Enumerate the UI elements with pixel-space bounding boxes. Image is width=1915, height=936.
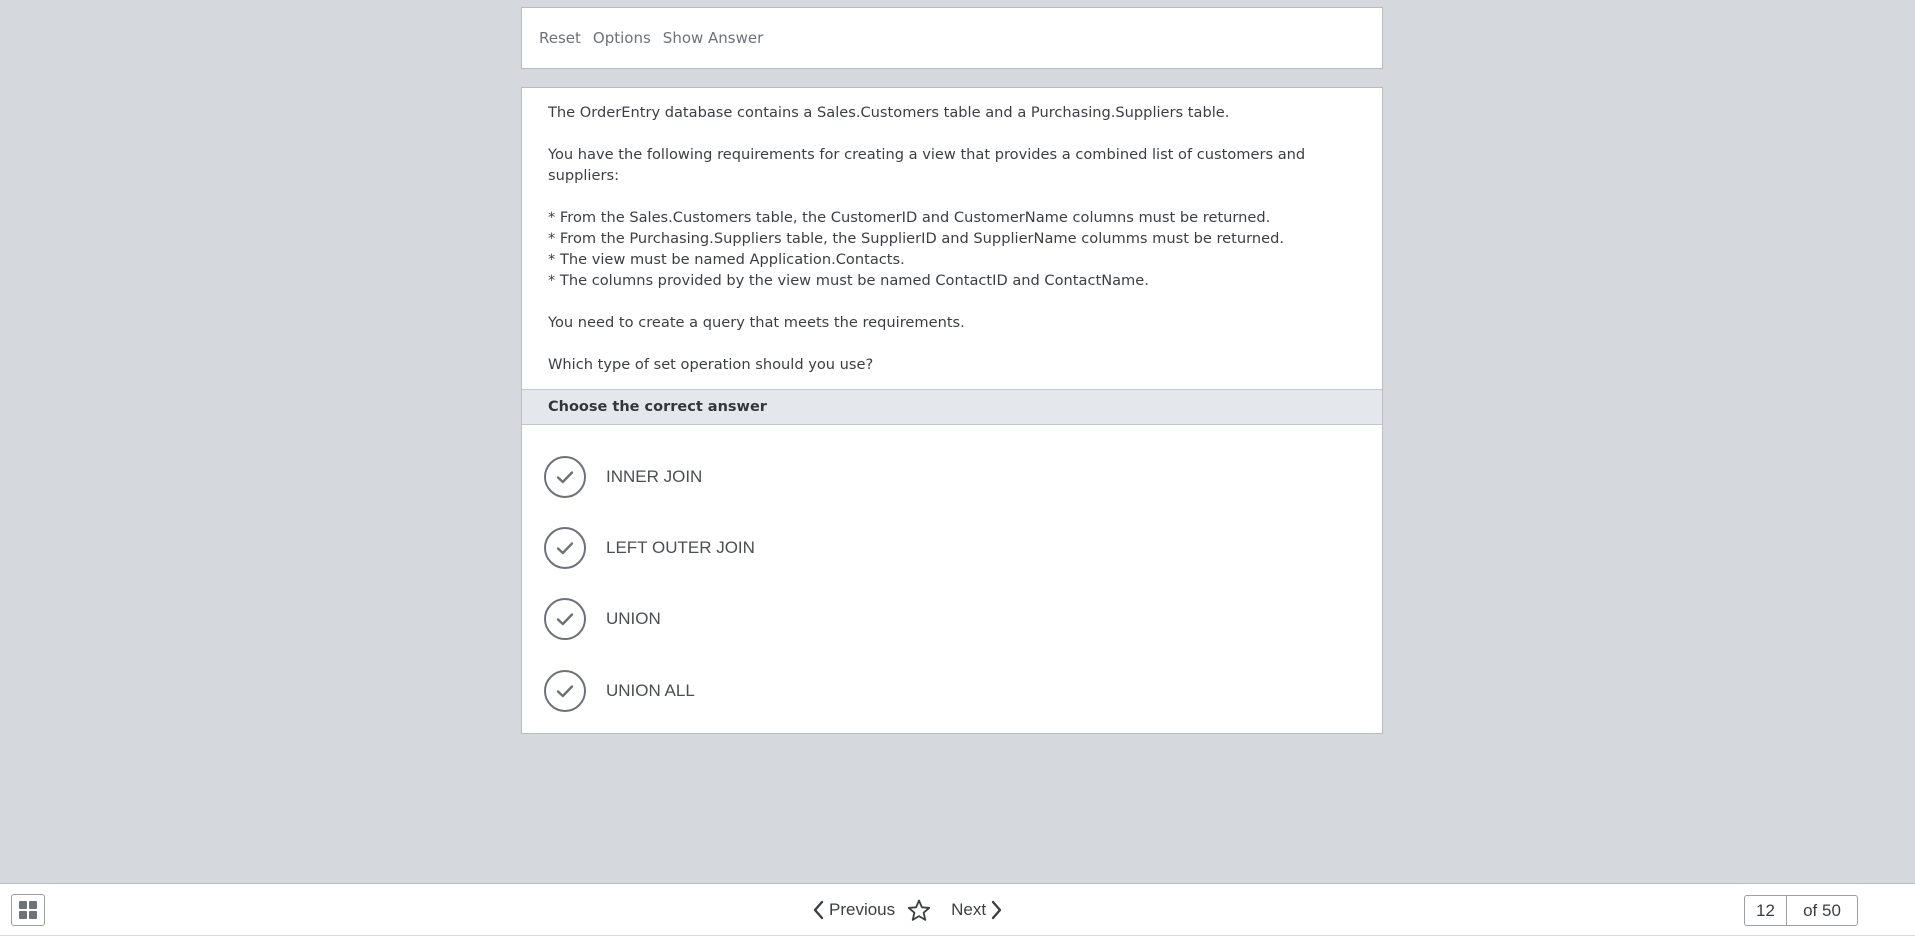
options-button[interactable]: Options [592, 29, 651, 47]
total-questions: of 50 [1803, 900, 1841, 920]
requirement-item: * The columns provided by the view must be named ContactID and ContactName. [548, 272, 1149, 289]
check-icon[interactable] [544, 456, 586, 498]
answer-option-inner-join[interactable] [544, 454, 702, 500]
answer-option-label: UNION ALL [606, 681, 695, 700]
bookmark-button[interactable] [907, 899, 931, 922]
question-text [522, 88, 1382, 375]
requirement-item: * The view must be named Application.Contacts. [548, 251, 905, 268]
chevron-right-icon [989, 900, 1003, 920]
question-toolbar [521, 7, 1383, 69]
question-paragraph: You have the following requirements for creating a view that provides a combined list of customers and suppliers: [548, 146, 1306, 184]
show-answer-button[interactable]: Show Answer [662, 29, 764, 47]
grid-icon [18, 900, 38, 920]
answer-option-left-outer-join[interactable] [544, 525, 755, 571]
question-paragraph: You need to create a query that meets the requirements. [548, 314, 965, 331]
check-icon[interactable] [544, 598, 586, 640]
question-paragraph: The OrderEntry database contains a Sales.Customers table and a Purchasing.Suppliers table. [548, 104, 1230, 121]
previous-label: Previous [829, 900, 896, 919]
next-button[interactable] [951, 900, 1003, 920]
requirements-list [548, 207, 1356, 291]
question-prompt: Which type of set operation should you use? [548, 356, 874, 373]
next-label: Next [951, 900, 987, 919]
question-card [521, 87, 1383, 734]
requirement-item: * From the Purchasing.Suppliers table, the SupplierID and SupplierName columms must be returned. [548, 230, 1284, 247]
previous-button[interactable] [812, 900, 895, 920]
grid-button[interactable] [11, 894, 45, 926]
answer-option-union[interactable] [544, 596, 661, 642]
answer-header: Choose the correct answer [522, 389, 1382, 425]
check-icon[interactable] [544, 527, 586, 569]
bottom-navigation-bar [0, 883, 1915, 935]
answer-option-label: LEFT OUTER JOIN [606, 538, 755, 557]
answer-option-label: INNER JOIN [606, 467, 703, 486]
check-icon[interactable] [544, 670, 586, 712]
question-nav [812, 884, 1003, 936]
star-icon [907, 899, 931, 922]
answer-option-label: UNION [606, 609, 661, 628]
requirement-item: * From the Sales.Customers table, the CustomerID and CustomerName columns must be returned. [548, 209, 1271, 226]
chevron-left-icon [812, 900, 826, 920]
answer-option-union-all[interactable] [544, 668, 695, 714]
current-question-input[interactable]: 12 [1745, 896, 1787, 925]
reset-button[interactable]: Reset [539, 29, 581, 47]
question-pager [1744, 895, 1858, 926]
